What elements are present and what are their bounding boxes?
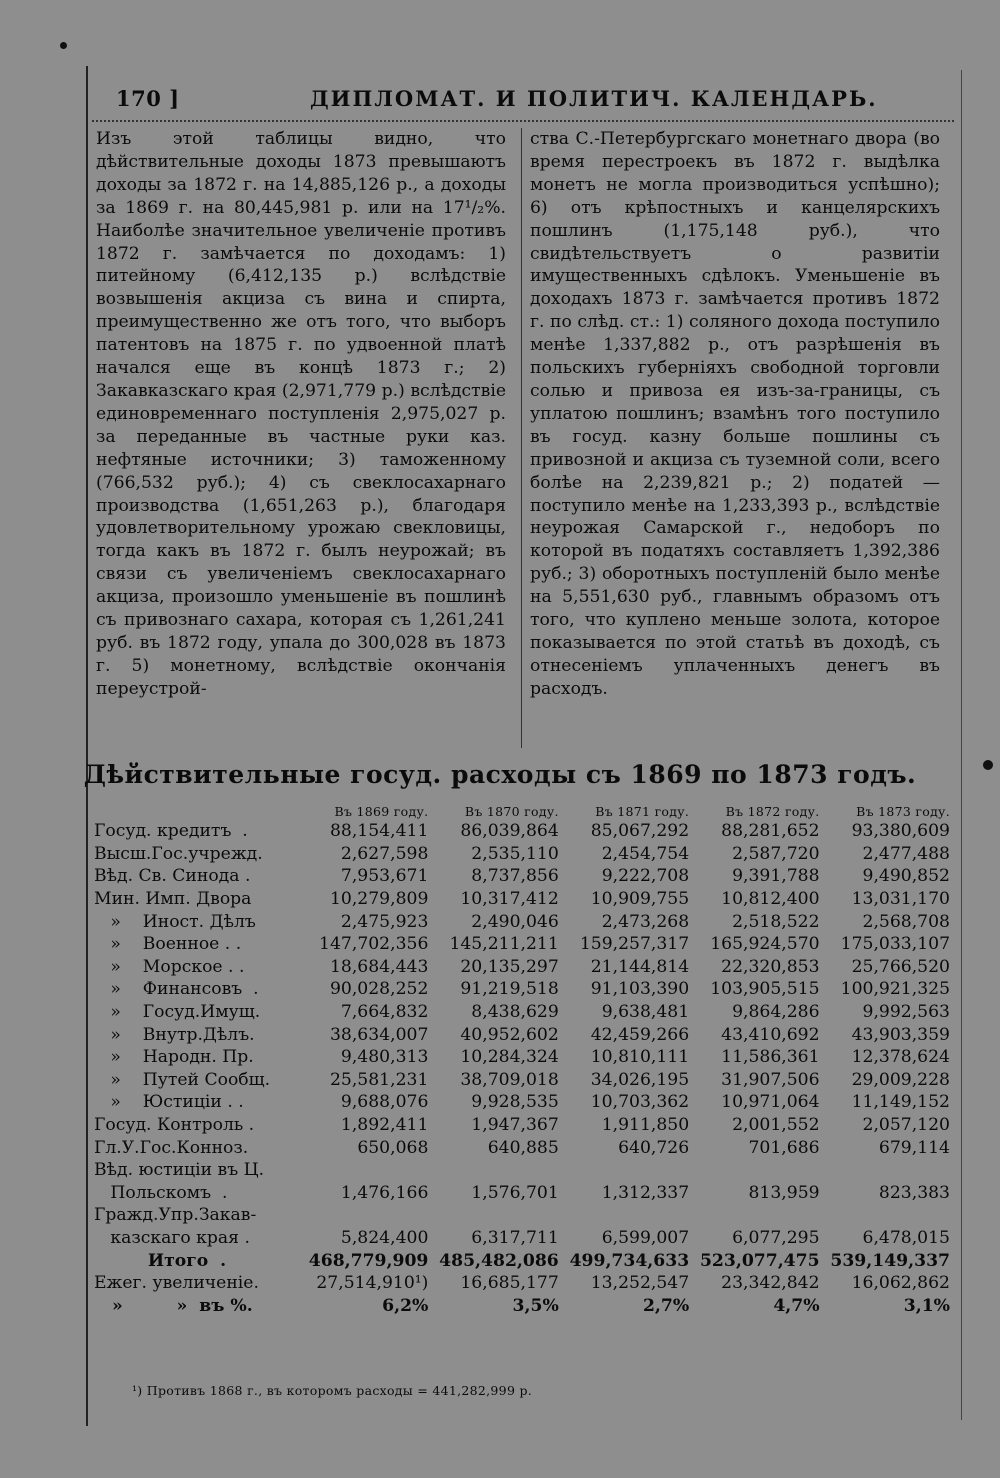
row-label: Итого . bbox=[94, 1250, 227, 1271]
table-cell: 2,568,708 bbox=[862, 911, 950, 932]
table-cell: 640,885 bbox=[487, 1137, 559, 1158]
table-cell: 16,062,862 bbox=[851, 1273, 950, 1294]
footnote: ¹) Противъ 1868 г., въ которомъ расходы = 441,282,999 р. bbox=[132, 1383, 533, 1398]
speck bbox=[60, 42, 67, 49]
table-cell: 2,477,488 bbox=[862, 843, 950, 864]
table-cell: 1,312,337 bbox=[601, 1182, 690, 1203]
table-cell: 40,952,602 bbox=[460, 1024, 559, 1045]
table-cell: 13,031,170 bbox=[851, 889, 950, 910]
table-row bbox=[94, 1159, 954, 1182]
row-label: » Внутр.Дѣлъ. bbox=[94, 1024, 255, 1045]
table-cell: 6,317,711 bbox=[471, 1227, 559, 1248]
table-cell: 823,383 bbox=[878, 1182, 950, 1203]
table-cell: 10,703,362 bbox=[590, 1092, 690, 1113]
table-cell bbox=[302, 1204, 432, 1227]
table-cell: 5,824,400 bbox=[340, 1227, 429, 1248]
table-cell: 701,686 bbox=[748, 1137, 820, 1158]
table-cell: 523,077,475 bbox=[699, 1250, 820, 1271]
table-cell: 468,779,909 bbox=[308, 1250, 429, 1271]
table-cell: 21,144,814 bbox=[590, 956, 690, 977]
table-row bbox=[94, 865, 954, 888]
table-cell: 18,684,443 bbox=[329, 956, 429, 977]
table-cell: 100,921,325 bbox=[840, 979, 950, 1000]
table-cell: 88,281,652 bbox=[721, 821, 820, 842]
table-cell: 650,068 bbox=[357, 1137, 429, 1158]
row-label: Мин. Имп. Двора bbox=[94, 889, 252, 910]
table-cell: 86,039,864 bbox=[460, 821, 559, 842]
table-cell: 90,028,252 bbox=[329, 979, 429, 1000]
increase-row bbox=[94, 1272, 954, 1295]
table-cell: 2,454,754 bbox=[601, 843, 690, 864]
table-cell: 11,149,152 bbox=[851, 1092, 950, 1113]
row-label: » Госуд.Имущ. bbox=[94, 1002, 261, 1023]
table-cell: 2,057,120 bbox=[862, 1115, 950, 1136]
table-cell: 175,033,107 bbox=[840, 934, 950, 955]
table-cell: 31,907,506 bbox=[721, 1069, 820, 1090]
table-cell: 539,149,337 bbox=[830, 1250, 950, 1271]
table-cell: 91,103,390 bbox=[590, 979, 690, 1000]
table-cell: 1,476,166 bbox=[340, 1182, 429, 1203]
table-cell bbox=[693, 1204, 823, 1227]
table-cell: 38,709,018 bbox=[460, 1069, 559, 1090]
table-row bbox=[94, 910, 954, 933]
page-header bbox=[110, 86, 950, 116]
table-row bbox=[94, 933, 954, 956]
table-cell: 25,766,520 bbox=[851, 956, 950, 977]
column-header: Въ 1869 году. bbox=[334, 803, 429, 819]
table-row bbox=[94, 1227, 954, 1250]
table-row bbox=[94, 843, 954, 866]
table-cell bbox=[563, 1204, 693, 1227]
table-cell: 10,971,064 bbox=[721, 1092, 820, 1113]
table-cell: 10,909,755 bbox=[590, 889, 690, 910]
table-cell: 813,959 bbox=[748, 1182, 820, 1203]
table-row bbox=[94, 1069, 954, 1092]
column-header: Въ 1872 году. bbox=[725, 803, 820, 819]
table-row bbox=[94, 1182, 954, 1205]
table-cell: 10,810,111 bbox=[590, 1047, 690, 1068]
table-cell: 93,380,609 bbox=[851, 821, 950, 842]
row-label: » Путей Сообщ. bbox=[94, 1069, 271, 1090]
table-cell: 679,114 bbox=[878, 1137, 950, 1158]
row-label: казскаго края . bbox=[94, 1227, 250, 1248]
row-label: » Военное . . bbox=[94, 934, 242, 955]
table-cell bbox=[824, 1159, 954, 1182]
table-cell: 20,135,297 bbox=[460, 956, 559, 977]
table-row bbox=[94, 1001, 954, 1024]
table-row bbox=[94, 1204, 954, 1227]
row-label: Гл.У.Гос.Коннoз. bbox=[94, 1137, 249, 1158]
column-header: Въ 1873 году. bbox=[856, 803, 950, 819]
row-label: Вѣд. юстиціи въ Ц. bbox=[94, 1160, 265, 1181]
table-cell: 9,864,286 bbox=[732, 1002, 820, 1023]
table-cell: 43,903,359 bbox=[851, 1024, 950, 1045]
row-label: Госуд. кредитъ . bbox=[94, 821, 248, 842]
table-cell: 2,7% bbox=[642, 1295, 690, 1316]
table-cell: 640,726 bbox=[618, 1137, 690, 1158]
table-cell: 10,279,809 bbox=[329, 889, 429, 910]
table-cell: 25,581,231 bbox=[329, 1069, 429, 1090]
row-label: » Морское . . bbox=[94, 956, 245, 977]
table-cell: 4,7% bbox=[773, 1295, 820, 1316]
table-cell: 27,514,910¹) bbox=[316, 1273, 429, 1294]
table-cell: 2,001,552 bbox=[732, 1115, 820, 1136]
table-row bbox=[94, 1114, 954, 1137]
page-frame-left bbox=[86, 66, 88, 1426]
table-cell: 85,067,292 bbox=[590, 821, 690, 842]
table-cell: 8,737,856 bbox=[471, 866, 559, 887]
table-cell: 8,438,629 bbox=[471, 1002, 559, 1023]
table-cell: 10,317,412 bbox=[460, 889, 559, 910]
table-cell: 9,688,076 bbox=[340, 1092, 429, 1113]
table-cell: 42,459,266 bbox=[590, 1024, 690, 1045]
table-cell: 7,664,832 bbox=[340, 1002, 429, 1023]
table-cell: 1,947,367 bbox=[471, 1115, 559, 1136]
table-row bbox=[94, 1046, 954, 1069]
table-cell: 2,587,720 bbox=[732, 843, 820, 864]
table-cell: 12,378,624 bbox=[851, 1047, 950, 1068]
text-column-left: Изъ этой таблицы видно, что дѣйствительные доходы 1873 превышаютъ доходы за 1872 г. на 14,885,126 р., а доходы за 1869 г. на 80,445,981 р. или на 17¹/₂%. Наиболѣе значительное увеличеніе противъ 1872 г. замѣчается по доходамъ: 1) питейному (6,412,135 р.) вслѣдствіе возвышенія акциза съ вина и спирта, преимущественно же отъ того, что выборъ патентовъ на 1875 г. по удвоенной платѣ начался еще въ концѣ 1873 г.; 2) Закавказскаго края (2,971,779 р.) вслѣдствіе единовременнаго поступленія 2,975,027 р. за переданные въ частные руки каз. нефтяные источники; 3) таможенному (766,532 руб.); 4) съ свеклосахарнаго производства (1,651,263 р.), благодаря удовлетворительному урожаю свекловицы, тогда какъ въ 1872 г. былъ неурожай; въ связи съ увеличеніемъ свеклосахарнаго акциза, произошло уменьшеніе въ пошлинѣ съ привознаго сахара, которая съ 1,261,241 руб. въ 1872 году, упала до 300,028 въ 1873 г. 5) монетному, вслѣдствіе окончанія переустрой- bbox=[96, 129, 506, 699]
expenditure-table bbox=[94, 800, 954, 1317]
row-label: » Финансовъ . bbox=[94, 979, 259, 1000]
table-cell: 2,490,046 bbox=[471, 911, 559, 932]
table-row bbox=[94, 1091, 954, 1114]
table-cell: 2,473,268 bbox=[601, 911, 690, 932]
header-divider bbox=[92, 120, 954, 122]
table-cell: 9,222,708 bbox=[601, 866, 690, 887]
table-cell: 159,257,317 bbox=[579, 934, 690, 955]
column-divider bbox=[521, 128, 522, 748]
row-label: » Юстиціи . . bbox=[94, 1092, 244, 1113]
row-label: Гражд.Упр.Закав- bbox=[94, 1205, 257, 1226]
table-cell: 10,812,400 bbox=[721, 889, 820, 910]
table-cell: 103,905,515 bbox=[710, 979, 820, 1000]
table-cell: 11,586,361 bbox=[721, 1047, 820, 1068]
table-cell: 147,702,356 bbox=[319, 934, 429, 955]
table-cell bbox=[432, 1204, 562, 1227]
column-header: Въ 1871 году. bbox=[595, 803, 690, 819]
table-cell: 3,1% bbox=[903, 1295, 950, 1316]
table-cell: 22,320,853 bbox=[721, 956, 820, 977]
table-cell: 91,219,518 bbox=[460, 979, 559, 1000]
table-cell: 9,480,313 bbox=[340, 1047, 429, 1068]
table-cell: 7,953,671 bbox=[340, 866, 429, 887]
table-cell: 38,634,007 bbox=[329, 1024, 429, 1045]
table-cell: 2,627,598 bbox=[340, 843, 429, 864]
table-cell bbox=[824, 1204, 954, 1227]
table-body bbox=[94, 820, 954, 1317]
table-cell: 2,535,110 bbox=[471, 843, 559, 864]
table-cell: 9,992,563 bbox=[862, 1002, 950, 1023]
table-cell: 88,154,411 bbox=[329, 821, 429, 842]
sum-row bbox=[94, 1294, 954, 1317]
table-row bbox=[94, 888, 954, 911]
row-label: Высш.Гос.учрежд. bbox=[94, 843, 263, 864]
table-row bbox=[94, 820, 954, 843]
sum-row bbox=[94, 1249, 954, 1272]
table-cell: 13,252,547 bbox=[590, 1273, 690, 1294]
table-cell: 3,5% bbox=[512, 1295, 559, 1316]
row-label: Вѣд. Св. Синода . bbox=[94, 866, 251, 887]
table-cell: 9,638,481 bbox=[601, 1002, 690, 1023]
table-cell: 2,475,923 bbox=[340, 911, 429, 932]
table-cell bbox=[563, 1159, 693, 1182]
table-cell: 43,410,692 bbox=[721, 1024, 820, 1045]
table-cell bbox=[302, 1159, 432, 1182]
page-number: 170 ] bbox=[116, 86, 180, 111]
table-cell: 9,391,788 bbox=[732, 866, 820, 887]
table-cell: 485,482,086 bbox=[439, 1250, 559, 1271]
table-cell: 499,734,633 bbox=[569, 1250, 690, 1271]
table-cell: 145,211,211 bbox=[449, 934, 559, 955]
page-frame-right bbox=[961, 70, 962, 1420]
table-cell: 9,928,535 bbox=[471, 1092, 559, 1113]
table-cell: 6,599,007 bbox=[601, 1227, 690, 1248]
row-label: Госуд. Контроль . bbox=[94, 1115, 255, 1136]
table-row bbox=[94, 1023, 954, 1046]
text-column-right: ства С.-Петербургскаго монетнаго двора (во время перестроекъ въ 1872 г. выдѣлка монетъ не могла производиться успѣшно); 6) отъ крѣпостныхъ и канцелярскихъ пошлинъ (1,175,148 руб.), что свидѣтельствуетъ о развитіи имущественныхъ сдѣлокъ. Уменьшеніе въ доходахъ 1873 г. замѣчается противъ 1872 г. по слѣд. ст.: 1) соляного дохода поступило менѣе 1,337,882 р., отъ разрѣшенія въ польскихъ губерніяхъ свободной торговли солью и привоза ея изъ-за-границы, съ уплатою пошлинъ; взамѣнъ того поступило въ госуд. казну больше пошлины съ привозной и акциза съ туземной соли, всего болѣе на 2,239,821 р.; 2) податей — поступило менѣе на 1,233,393 р., вслѣдствіе неурожая Самарской г., недоборъ по которой въ податяхъ составляетъ 1,392,386 руб.; 3) оборотныхъ поступленій было менѣе на 5,551,630 руб., главнымъ образомъ отъ того, что куплено меньше золота, которое показывается по этой статьѣ въ доходѣ, съ отнесеніемъ уплаченныхъ денегъ въ расходъ. bbox=[530, 129, 940, 699]
table-cell: 34,026,195 bbox=[590, 1069, 690, 1090]
column-header bbox=[94, 800, 302, 820]
table-cell: 1,911,850 bbox=[601, 1115, 690, 1136]
table-cell: 6,077,295 bbox=[732, 1227, 820, 1248]
column-header: Въ 1870 году. bbox=[464, 803, 559, 819]
row-label: » » въ %. bbox=[94, 1295, 253, 1316]
row-label: Ежег. увеличеніе. bbox=[94, 1273, 259, 1294]
table-cell: 29,009,228 bbox=[851, 1069, 950, 1090]
table-cell: 9,490,852 bbox=[862, 866, 950, 887]
table-cell: 1,892,411 bbox=[340, 1115, 429, 1136]
row-label: Польскомъ . bbox=[94, 1182, 228, 1203]
table-cell bbox=[432, 1159, 562, 1182]
table-cell: 6,478,015 bbox=[862, 1227, 950, 1248]
table-cell: 2,518,522 bbox=[732, 911, 820, 932]
table-cell bbox=[693, 1159, 823, 1182]
row-label: » Иност. Дѣлъ bbox=[94, 911, 256, 932]
table-cell: 165,924,570 bbox=[710, 934, 820, 955]
table-cell: 1,576,701 bbox=[471, 1182, 559, 1203]
table-row bbox=[94, 1136, 954, 1159]
table-header-row bbox=[94, 800, 954, 820]
table-title: Дѣйствительные госуд. расходы съ 1869 по 1873 годъ. bbox=[83, 760, 917, 789]
table-row bbox=[94, 956, 954, 979]
table-cell: 10,284,324 bbox=[460, 1047, 559, 1068]
table-cell: 23,342,842 bbox=[721, 1273, 820, 1294]
table-cell: 16,685,177 bbox=[460, 1273, 559, 1294]
running-title: ДИПЛОМАТ. И ПОЛИТИЧ. КАЛЕНДАРЬ. bbox=[310, 86, 878, 111]
table-cell: 6,2% bbox=[382, 1295, 429, 1316]
row-label: » Народн. Пр. bbox=[94, 1047, 254, 1068]
table-row bbox=[94, 978, 954, 1001]
